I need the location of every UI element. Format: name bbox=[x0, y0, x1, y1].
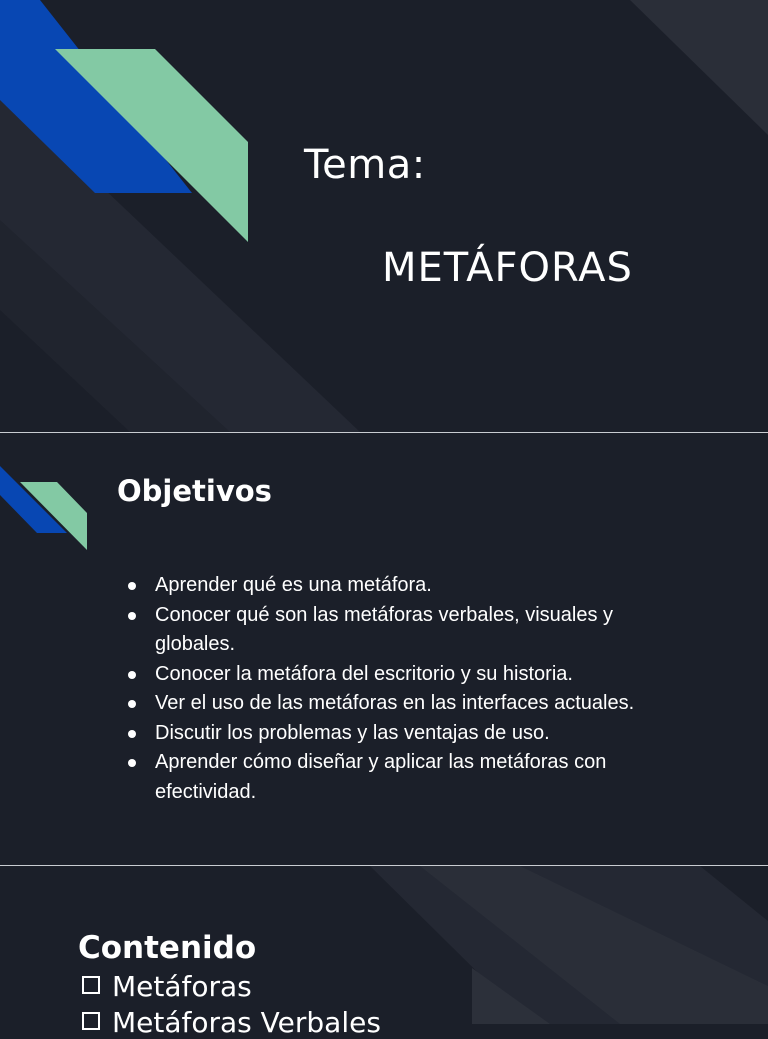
list-item bbox=[128, 571, 668, 601]
contents-item-text: Metáforas Verbales bbox=[112, 1006, 381, 1039]
bullet-icon bbox=[128, 612, 136, 620]
bullet-icon bbox=[128, 582, 136, 590]
list-item-text: Ver el uso de las metáforas en las interfaces actuales. bbox=[155, 692, 635, 714]
contents-item bbox=[82, 1006, 381, 1039]
checkbox-bullet-icon bbox=[82, 976, 100, 994]
bullet-icon bbox=[128, 759, 136, 767]
slide-topic-title: METÁFORAS bbox=[382, 245, 633, 291]
list-item-text: Aprender cómo diseñar y aplicar las metáforas con efectividad. bbox=[155, 751, 607, 803]
contents-heading: Contenido bbox=[78, 930, 257, 966]
list-item-text: Conocer qué son las metáforas verbales, visuales y globales. bbox=[155, 603, 614, 655]
bullet-icon bbox=[128, 700, 136, 708]
bullet-icon bbox=[128, 730, 136, 738]
checkbox-bullet-icon bbox=[82, 1012, 100, 1030]
objectives-list bbox=[128, 571, 668, 807]
list-item bbox=[128, 748, 668, 807]
list-item bbox=[128, 601, 668, 660]
dark-stripe bbox=[630, 0, 768, 135]
contents-item-text: Metáforas bbox=[112, 970, 252, 1003]
slide-decoration bbox=[0, 0, 768, 432]
list-item bbox=[128, 660, 668, 690]
list-item bbox=[128, 719, 668, 749]
list-item bbox=[128, 689, 668, 719]
title-slide bbox=[0, 0, 768, 432]
bullet-icon bbox=[128, 671, 136, 679]
list-item-text: Discutir los problemas y las ventajas de uso. bbox=[155, 721, 550, 744]
list-item-text: Conocer la metáfora del escritorio y su historia. bbox=[155, 662, 573, 685]
objectives-heading: Objetivos bbox=[117, 474, 272, 508]
list-item-text: Aprender qué es una metáfora. bbox=[155, 574, 432, 596]
slide-label: Tema: bbox=[304, 142, 426, 188]
contents-item bbox=[82, 970, 252, 1003]
